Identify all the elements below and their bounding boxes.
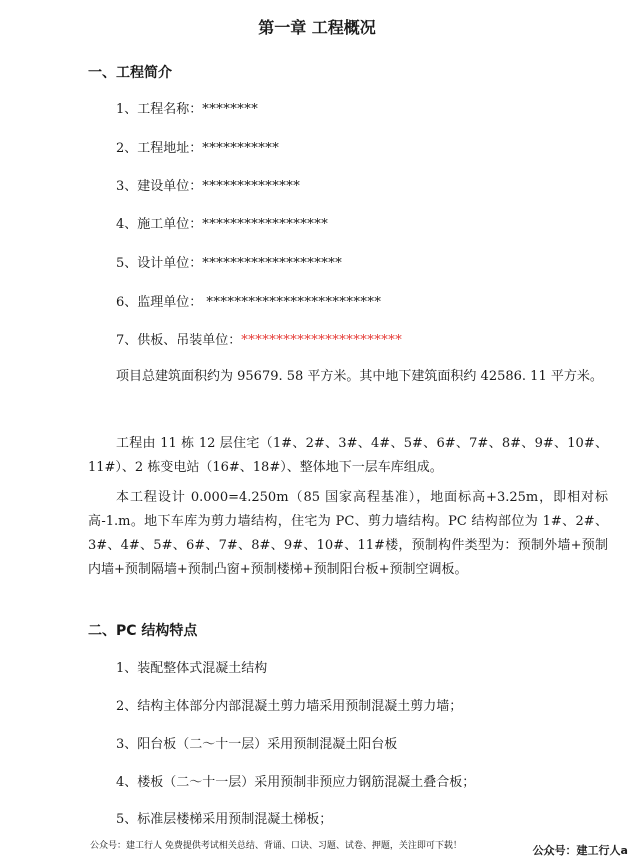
project-address-item	[116, 137, 279, 156]
item-label: 6、监理单位：	[116, 295, 207, 310]
item-label: 4、施工单位：	[116, 217, 203, 232]
designer-item	[116, 252, 342, 271]
paragraph-buildings: 工程由 11 栋 12 层住宅（1#、2#、3#、4#、5#、6#、7#、8#、9#、10#、11#）、2 栋变电站（16#、18#）、整体地下一层车库组成。	[88, 436, 608, 475]
item-label: 3、建设单位：	[116, 179, 203, 194]
item-value: ***********	[202, 141, 280, 156]
item-value: ********	[202, 102, 259, 117]
item-label: 7、供板、吊装单位：	[116, 333, 242, 348]
chapter-title: 第一章 工程概况	[258, 18, 376, 37]
supplier-installer-item	[116, 329, 402, 348]
item-value-highlighted: ***********************	[241, 333, 403, 348]
item-value: ********************	[202, 256, 343, 271]
contractor-item	[116, 213, 328, 232]
pc-feature-item: 3、阳台板（二～十一层）采用预制混凝土阳台板	[116, 737, 398, 752]
footer-note: 公众号：建工行人 免费提供考试相关总结、背诵、口诀、习题、试卷、押题，关注即可下载！	[90, 841, 462, 851]
item-label: 5、设计单位：	[116, 256, 203, 271]
pc-feature-item: 4、楼板（二～十一层）采用预制非预应力钢筋混凝土叠合板；	[116, 775, 476, 790]
item-label: 1、工程名称：	[116, 102, 203, 117]
section-heading-pc-structure: 二、PC 结构特点	[88, 623, 198, 639]
pc-feature-item: 2、结构主体部分内部混凝土剪力墙采用预制混凝土剪力墙；	[116, 699, 463, 714]
watermark: 公众号：建工行人a	[532, 844, 628, 857]
item-value: ******************	[202, 217, 329, 232]
pc-feature-item: 5、标准层楼梯采用预制混凝土梯板；	[116, 812, 333, 827]
item-label: 2、工程地址：	[116, 141, 203, 156]
item-value: *************************	[206, 295, 382, 310]
paragraph-floor-area: 项目总建筑面积约为 95679. 58 平方米。其中地下建筑面积约 42586. 11 平方米。	[116, 369, 603, 384]
item-value: **************	[202, 179, 301, 194]
supervisor-item	[116, 291, 381, 310]
developer-item	[116, 175, 300, 194]
section-heading-project-intro: 一、工程简介	[88, 65, 172, 81]
paragraph-design-elevation: 本工程设计 0.000=4.250m（85 国家高程基准），地面标高+3.25m，即相对标高-1.m。地下车库为剪力墙结构，住宅为 PC、剪力墙结构。PC 结构部位为 1#、2#、3#、4#、5#、6#、7#、8#、9#、10#、11#楼，预制构件类型为：预制外墙+预制内墙+预制隔墙+预制凸窗+预制楼梯+预制阳台板+预制空调板。	[88, 490, 608, 577]
project-name-item	[116, 98, 258, 117]
pc-feature-item: 1、装配整体式混凝土结构	[116, 661, 268, 676]
